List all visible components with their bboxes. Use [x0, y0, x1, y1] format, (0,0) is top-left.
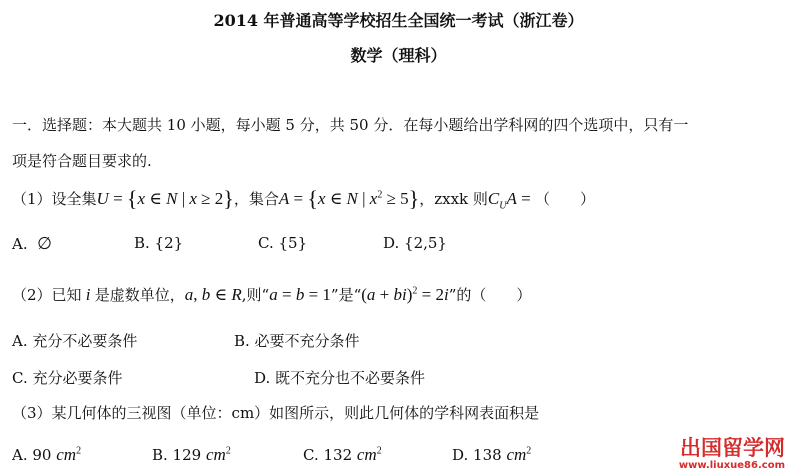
q1-option-b: B. {2}: [134, 234, 184, 252]
section-instructions-line1: 一．选择题：本大题共 10 小题，每小题 5 分，共 50 分．在每小题给出学科网的四个选项中，只有一: [12, 116, 689, 134]
watermark-url: www.liuxue86.com: [678, 460, 785, 471]
site-watermark-logo: [679, 438, 785, 471]
question-2: （2）已知 i 是虚数单位，a, b ∈ R,则“a = b = 1”是“(a + bi)$^2$ = 2i”的（ ）: [12, 285, 532, 304]
q1-complement: $C_UA$ =: [487, 189, 535, 212]
page-title: 2014 年普通高等学校招生全国统一考试（浙江卷）: [213, 11, 584, 30]
question-1: [12, 186, 595, 212]
q1-set-a: A = {x ∈ N | $x^2 \ge 5$}: [278, 186, 420, 211]
q3-option-a: A. 90 $cm^2$: [12, 445, 82, 464]
q1-universal-set: U = {x ∈ N | x ≥ 2}: [96, 186, 234, 211]
q3-option-d: D. 138 $cm^2$: [452, 445, 532, 464]
question-3: （3）某几何体的三视图（单位：cm）如图所示，则此几何体的学科网表面积是: [12, 404, 540, 422]
q1-set-label: ，集合: [233, 190, 279, 208]
q1-option-a: A. ∅: [12, 234, 52, 253]
q2-option-a: A. 充分不必要条件: [12, 332, 138, 350]
q1-answer-blank: （ ）: [534, 190, 595, 208]
q2-option-b: B. 必要不充分条件: [234, 332, 360, 350]
watermark-text: 出国留学网: [680, 436, 785, 460]
q2-option-d: D. 既不充分也不必要条件: [254, 369, 426, 387]
q1-option-d: D. {2,5}: [383, 234, 447, 252]
empty-set-symbol: ∅: [37, 234, 52, 253]
q2-option-c: C. 充分必要条件: [12, 369, 123, 387]
q3-option-b: B. 129 $cm^2$: [152, 445, 231, 464]
q1-option-c: C. {5}: [258, 234, 308, 252]
q1-noise-text: ，zxxk 则: [419, 190, 488, 208]
section-instructions-line2: 项是符合题目要求的.: [12, 152, 152, 170]
page-subtitle: 数学（理科）: [350, 46, 447, 65]
q1-prefix: （1）设全集: [12, 190, 97, 208]
q3-option-c: C. 132 $cm^2$: [303, 445, 382, 464]
